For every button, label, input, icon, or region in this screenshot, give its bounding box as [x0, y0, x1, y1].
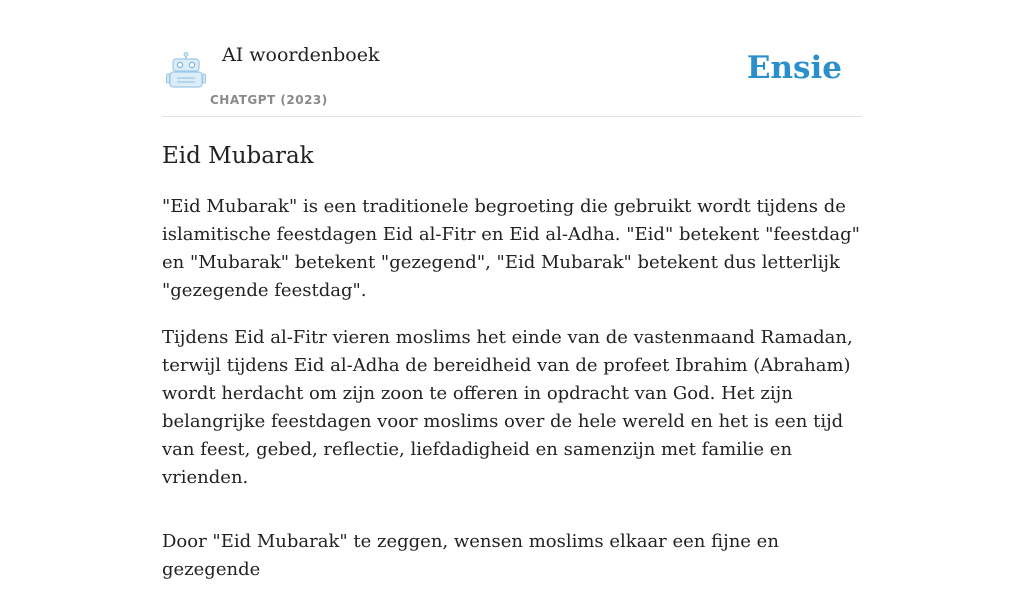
entry-paragraph: Tijdens Eid al-Fitr vieren moslims het einde van de vastenmaand Ramadan, terwijl tijdens Eid al-Adha de bereidheid van de profeet Ibrahim (Abraham) wordt herdacht om zijn zoon te offeren in opdracht van God. Het zijn belangrijke feestdagen voor moslims over de hele wereld en het is een tijd van feest, gebed, reflectie, liefdadigheid en samenzijn met familie en vrienden. — [162, 327, 853, 488]
content-container — [162, 0, 862, 603]
brand-logo[interactable]: Ensie — [746, 50, 842, 86]
entry-body — [162, 193, 862, 584]
entry-paragraph: "Eid Mubarak" is een traditionele begroeting die gebruikt wordt tijdens de islamitische feestdagen Eid al-Fitr en Eid al-Adha. "Eid" betekent "feestdag" en "Mubarak" betekent "gezegend", "Eid Mubarak" betekent dus letterlijk "gezegende feestdag". — [162, 196, 860, 301]
entry-paragraph: Door "Eid Mubarak" te zeggen, wensen moslims elkaar een fijne en gezegende — [162, 531, 779, 580]
source-header — [162, 0, 862, 117]
source-title[interactable]: AI woordenboek — [222, 44, 380, 66]
entry-term: Eid Mubarak — [162, 143, 314, 169]
robot-icon — [166, 52, 206, 90]
source-subtitle: CHATGPT (2023) — [210, 93, 328, 107]
